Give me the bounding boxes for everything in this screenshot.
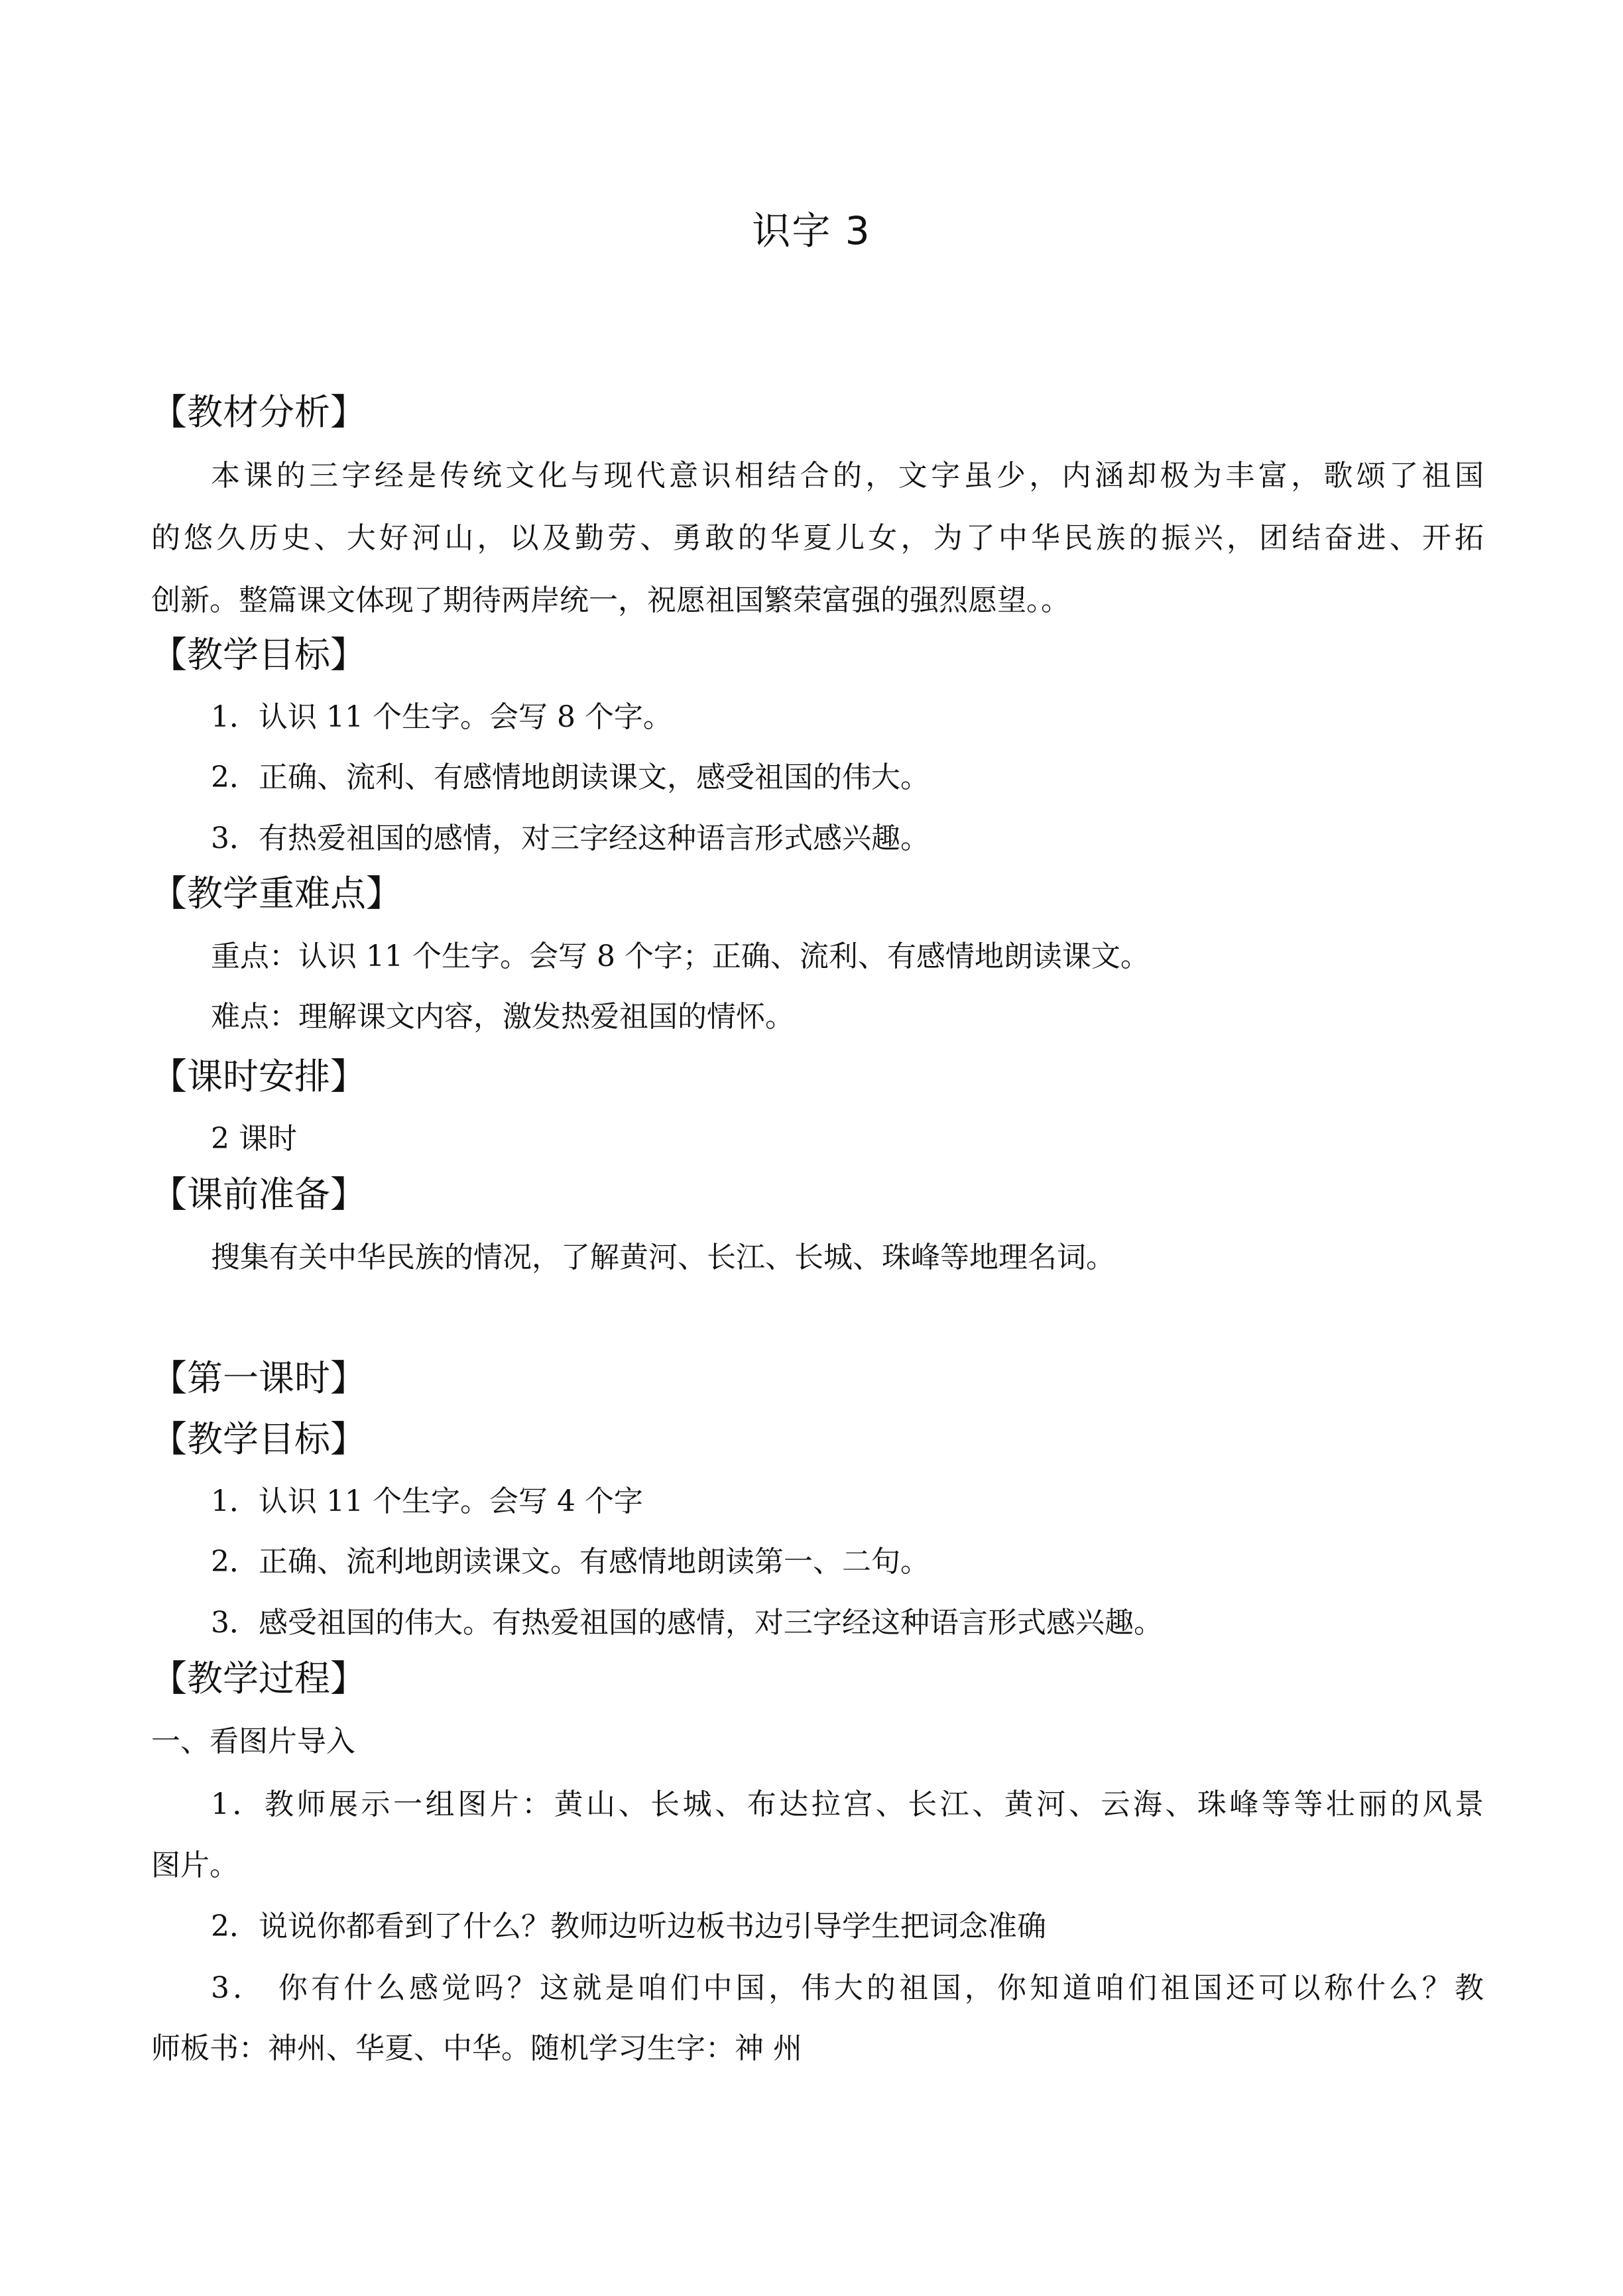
process-line: 2．说说你都看到了什么？教师边听边板书边引导学生把词念准确 [211, 1909, 1046, 1943]
goal-item: 1．认识 11 个生字。会写 4 个字 [211, 1484, 643, 1518]
heading-first-lesson: 【第一课时】 [151, 1357, 366, 1399]
process-line: 图片。 [151, 1848, 239, 1882]
paragraph-line: 的悠久历史、大好河山，以及勤劳、勇敢的华夏儿女，为了中华民族的振兴，团结奋进、开拓 [151, 521, 1484, 555]
heading-first-lesson-goals: 【教学目标】 [151, 1418, 366, 1460]
heading-schedule: 【课时安排】 [151, 1056, 366, 1097]
heading-key-points: 【教学重难点】 [151, 873, 402, 914]
process-line: 1．教师展示一组图片：黄山、长城、布达拉宫、长江、黄河、云海、珠峰等等壮丽的风景 [211, 1787, 1484, 1821]
key-point-item: 重点：认识 11 个生字。会写 8 个字；正确、流利、有感情地朗读课文。 [211, 939, 1150, 973]
page-title: 识字 3 [752, 208, 871, 253]
schedule-text: 2 课时 [211, 1122, 297, 1156]
difficulty-item: 难点：理解课文内容，激发热爱祖国的情怀。 [211, 1000, 794, 1034]
process-step-title: 一、看图片导入 [151, 1724, 355, 1758]
heading-teaching-process: 【教学过程】 [151, 1658, 366, 1699]
goal-item: 2．正确、流利、有感情地朗读课文，感受祖国的伟大。 [211, 760, 930, 794]
process-line: 3． 你有什么感觉吗？这就是咱们中国，伟大的祖国，你知道咱们祖国还可以称什么？教 [211, 1971, 1484, 2005]
preparation-text: 搜集有关中华民族的情况，了解黄河、长江、长城、珠峰等地理名词。 [211, 1240, 1115, 1274]
heading-preparation: 【课前准备】 [151, 1174, 366, 1215]
process-line: 师板书：神州、华夏、中华。随机学习生字：神 州 [151, 2031, 802, 2065]
goal-item: 3．有热爱祖国的感情，对三字经这种语言形式感兴趣。 [211, 821, 930, 855]
paragraph-line: 创新。整篇课文体现了期待两岸统一，祝愿祖国繁荣富强的强烈愿望。。 [151, 583, 1070, 617]
heading-teaching-goals: 【教学目标】 [151, 634, 366, 676]
heading-material-analysis: 【教材分析】 [151, 391, 366, 433]
goal-item: 1．认识 11 个生字。会写 8 个字。 [211, 700, 672, 734]
paragraph-line: 本课的三字经是传统文化与现代意识相结合的，文字虽少，内涵却极为丰富，歌颂了祖国 [211, 459, 1484, 493]
goal-item: 2．正确、流利地朗读课文。有感情地朗读第一、二句。 [211, 1545, 930, 1579]
goal-item: 3．感受祖国的伟大。有热爱祖国的感情，对三字经这种语言形式感兴趣。 [211, 1606, 1163, 1640]
